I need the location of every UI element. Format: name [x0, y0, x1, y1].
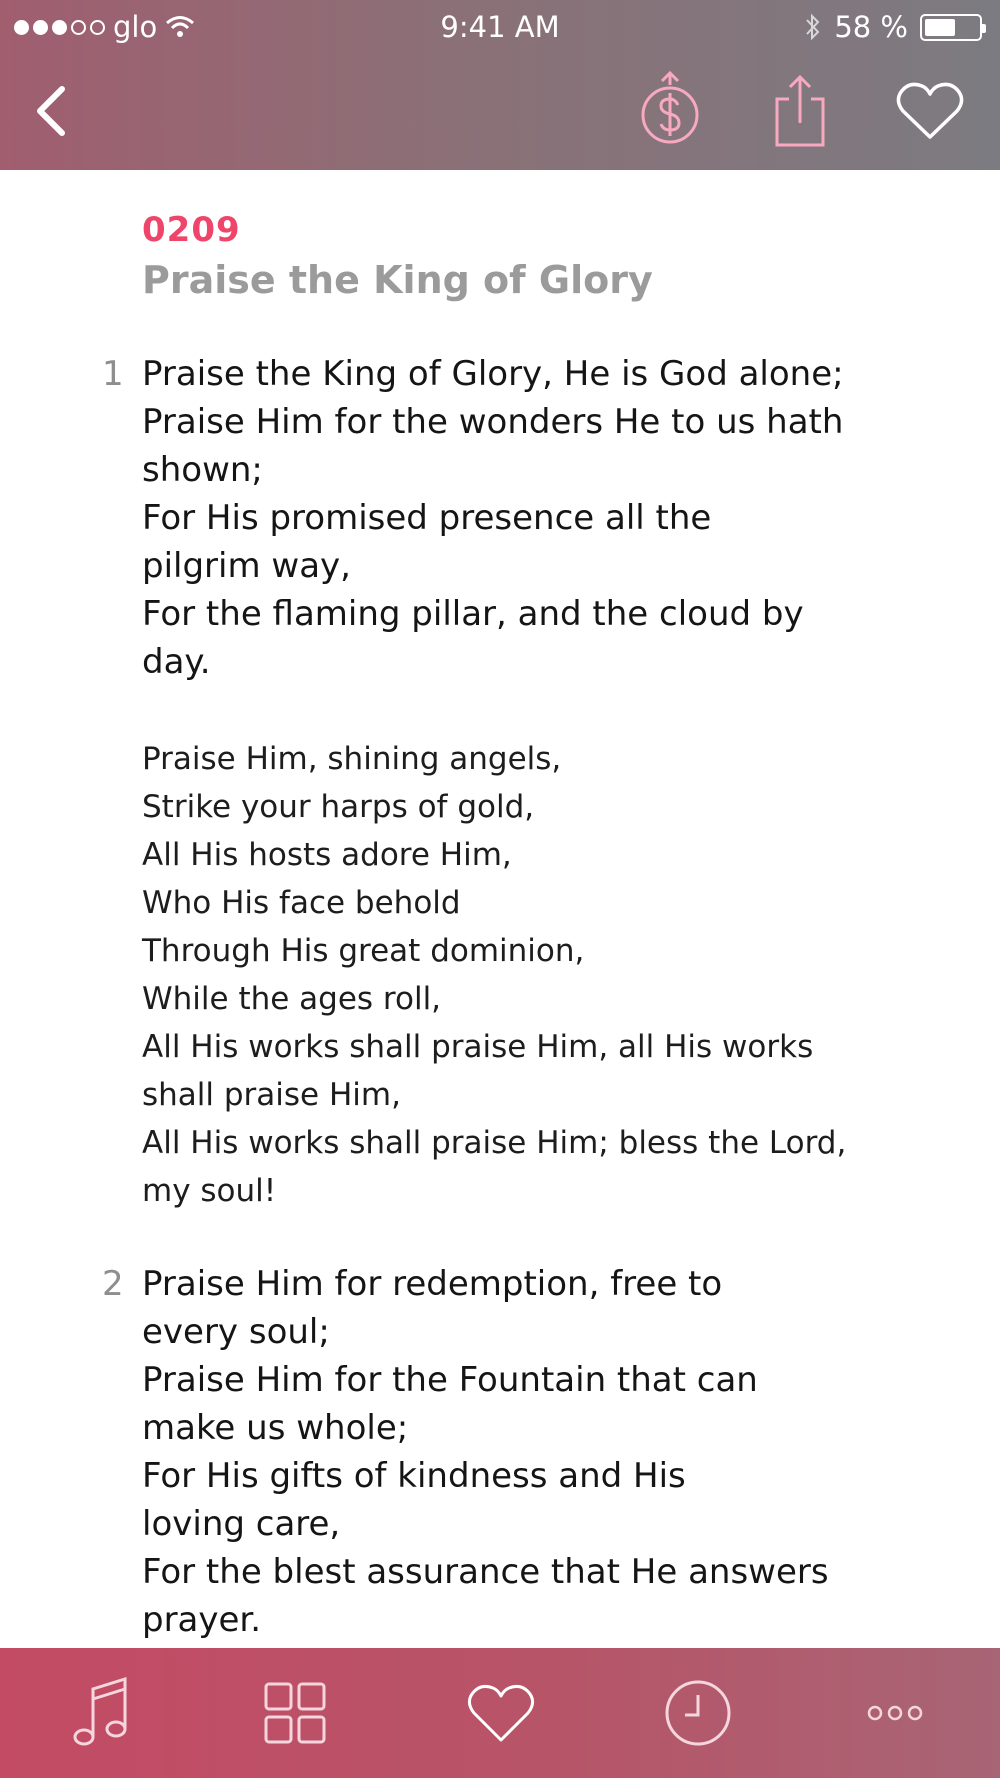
more-dots-icon	[867, 1703, 923, 1723]
chorus-line: Praise Him, shining angels,	[142, 741, 562, 777]
tab-songs[interactable]	[55, 1668, 145, 1758]
status-time: 9:41 AM	[440, 10, 560, 44]
clock-icon	[663, 1678, 733, 1748]
verse-line: day.	[142, 642, 211, 682]
hymn-title: Praise the King of Glory	[142, 258, 653, 302]
verse-line: For the blest assurance that He answers	[142, 1552, 829, 1592]
chorus-line: Who His face behold	[142, 885, 461, 921]
hymn-content[interactable]	[0, 170, 1000, 1648]
back-button[interactable]	[10, 66, 90, 156]
verse-number: 2	[102, 1264, 124, 1304]
status-bar	[0, 0, 1000, 56]
verse-line: Praise Him for the Fountain that can	[142, 1360, 758, 1400]
verse-line: Praise the King of Glory, He is God alone;	[142, 354, 844, 394]
share-icon	[770, 71, 830, 151]
chorus-line: All His works shall praise Him, all His works	[142, 1029, 814, 1065]
tab-history[interactable]	[653, 1668, 743, 1758]
verse-line: loving care,	[142, 1504, 341, 1544]
chorus-line: All His hosts adore Him,	[142, 837, 512, 873]
chorus-line: While the ages roll,	[142, 981, 442, 1017]
battery-percent: 58 %	[834, 10, 908, 44]
nav-bar	[0, 56, 1000, 170]
tab-bar	[0, 1648, 1000, 1778]
battery-level	[925, 19, 955, 36]
share-button[interactable]	[760, 66, 840, 156]
status-right	[804, 10, 982, 44]
donate-button[interactable]	[630, 66, 710, 156]
dollar-icon	[637, 71, 703, 151]
back-chevron-icon	[28, 81, 72, 141]
heart-icon	[466, 1682, 536, 1744]
verse-line: shown;	[142, 450, 263, 490]
carrier-name: glo	[113, 10, 158, 44]
chorus-line: Through His great dominion,	[142, 933, 585, 969]
chorus-lines	[142, 735, 942, 1215]
grid-icon	[263, 1681, 327, 1745]
verse-line: every soul;	[142, 1312, 330, 1352]
top-bar	[0, 0, 1000, 170]
verse-line: Praise Him for redemption, free to	[142, 1264, 723, 1304]
tab-favorites[interactable]	[456, 1668, 546, 1758]
verse-line: pilgrim way,	[142, 546, 351, 586]
chorus-line: Strike your harps of gold,	[142, 789, 535, 825]
heart-icon	[895, 81, 965, 141]
bluetooth-icon	[804, 12, 822, 42]
chorus-line: All His works shall praise Him; bless the Lord,	[142, 1125, 847, 1161]
verse-line: For the flaming pillar, and the cloud by	[142, 594, 804, 634]
verse-line: prayer.	[142, 1600, 262, 1640]
verse-number: 1	[102, 354, 124, 394]
verse-line: make us whole;	[142, 1408, 409, 1448]
hymn-number: 0209	[142, 210, 241, 250]
verse-lines	[142, 1260, 942, 1644]
battery-icon	[920, 14, 982, 41]
verse-lines	[142, 350, 942, 686]
tab-categories[interactable]	[250, 1668, 340, 1758]
chorus-line: my soul!	[142, 1173, 277, 1209]
music-note-icon	[70, 1675, 130, 1751]
verse-line: For His gifts of kindness and His	[142, 1456, 686, 1496]
favorite-button[interactable]	[890, 66, 970, 156]
verse-line: For His promised presence all the	[142, 498, 712, 538]
verse-line: Praise Him for the wonders He to us hath	[142, 402, 844, 442]
chorus-line: shall praise Him,	[142, 1077, 401, 1113]
tab-more[interactable]	[850, 1668, 940, 1758]
